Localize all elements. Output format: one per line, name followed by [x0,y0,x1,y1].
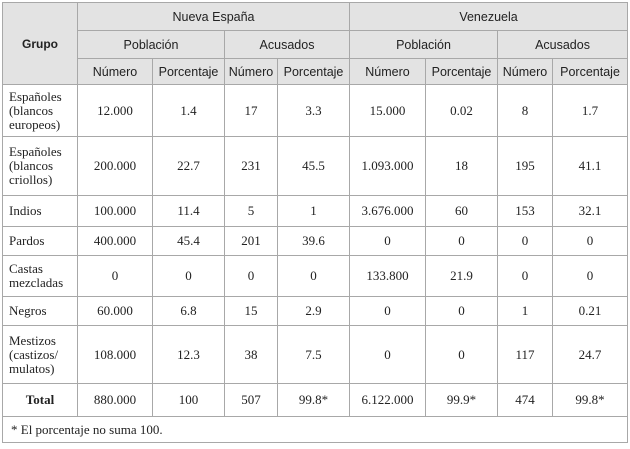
header-numero: Número [350,59,426,85]
header-numero: Número [78,59,153,85]
table-cell: 45.5 [278,137,350,196]
header-ve-poblacion: Población [350,31,498,59]
table-row [3,85,628,137]
table-cell: 201 [225,227,278,256]
table-cell: 474 [498,384,553,417]
table-cell: 108.000 [78,326,153,384]
table-cell: 153 [498,196,553,227]
table-cell: 15.000 [350,85,426,137]
table-cell: 60.000 [78,297,153,326]
table-cell: 1 [278,196,350,227]
row-label: Pardos [3,227,78,256]
table-cell: 0 [278,256,350,297]
header-porcentaje: Porcentaje [278,59,350,85]
table-cell: 60 [426,196,498,227]
table-cell: 0 [498,256,553,297]
table-cell: 17 [225,85,278,137]
table-cell: 99.8* [278,384,350,417]
table-cell: 231 [225,137,278,196]
table-cell: 39.6 [278,227,350,256]
table-cell: 8 [498,85,553,137]
table-cell: 6.8 [153,297,225,326]
table-cell: 0 [350,227,426,256]
table-cell: 0.21 [553,297,628,326]
table-cell: 22.7 [153,137,225,196]
table-row [3,256,628,297]
table-cell: 41.1 [553,137,628,196]
table-cell: 1.7 [553,85,628,137]
row-label: Mestizos (castizos/ mulatos) [3,326,78,384]
table-cell: 11.4 [153,196,225,227]
header-group: Grupo [3,3,78,85]
header-ne-poblacion: Población [78,31,225,59]
table-cell: 0 [553,227,628,256]
table-cell: 5 [225,196,278,227]
table-cell: 99.9* [426,384,498,417]
table-cell: 133.800 [350,256,426,297]
total-row [3,384,628,417]
table-cell: 1.093.000 [350,137,426,196]
table-cell: 0 [225,256,278,297]
row-label: Españoles (blancos europeos) [3,85,78,137]
table-cell: 15 [225,297,278,326]
table-cell: 3.676.000 [350,196,426,227]
table-cell: 200.000 [78,137,153,196]
table-cell: 24.7 [553,326,628,384]
table-cell: 99.8* [553,384,628,417]
row-label: Indios [3,196,78,227]
table-cell: 12.000 [78,85,153,137]
row-label: Negros [3,297,78,326]
table-cell: 0 [498,227,553,256]
table-cell: 12.3 [153,326,225,384]
table-cell: 0 [350,326,426,384]
table-cell: 880.000 [78,384,153,417]
table-cell: 0.02 [426,85,498,137]
table-cell: 18 [426,137,498,196]
table-cell: 6.122.000 [350,384,426,417]
table-cell: 507 [225,384,278,417]
footnote: * El porcentaje no suma 100. [3,417,628,443]
header-nueva-espana: Nueva España [78,3,350,31]
table-container [2,2,627,443]
table-row [3,297,628,326]
table-cell: 117 [498,326,553,384]
table-row [3,227,628,256]
table-row [3,326,628,384]
table-cell: 0 [426,297,498,326]
table-cell: 45.4 [153,227,225,256]
table-cell: 400.000 [78,227,153,256]
table-row [3,196,628,227]
row-label: Españoles (blancos criollos) [3,137,78,196]
table-cell: 0 [426,227,498,256]
table-cell: 100 [153,384,225,417]
table-cell: 0 [553,256,628,297]
table-cell: 100.000 [78,196,153,227]
row-label: Castas mezcladas [3,256,78,297]
table-cell: 1 [498,297,553,326]
table-cell: 195 [498,137,553,196]
table-cell: 1.4 [153,85,225,137]
footnote-row [3,417,628,443]
table-cell: 21.9 [426,256,498,297]
table-cell: 0 [350,297,426,326]
data-table [2,2,628,443]
header-ne-acusados: Acusados [225,31,350,59]
table-cell: 0 [426,326,498,384]
header-numero: Número [225,59,278,85]
table-cell: 0 [153,256,225,297]
table-cell: 2.9 [278,297,350,326]
table-row [3,137,628,196]
total-label: Total [3,384,78,417]
table-cell: 7.5 [278,326,350,384]
header-porcentaje: Porcentaje [153,59,225,85]
header-porcentaje: Porcentaje [553,59,628,85]
header-numero: Número [498,59,553,85]
table-cell: 0 [78,256,153,297]
table-cell: 32.1 [553,196,628,227]
table-cell: 3.3 [278,85,350,137]
header-porcentaje: Porcentaje [426,59,498,85]
table-cell: 38 [225,326,278,384]
header-venezuela: Venezuela [350,3,628,31]
header-ve-acusados: Acusados [498,31,628,59]
